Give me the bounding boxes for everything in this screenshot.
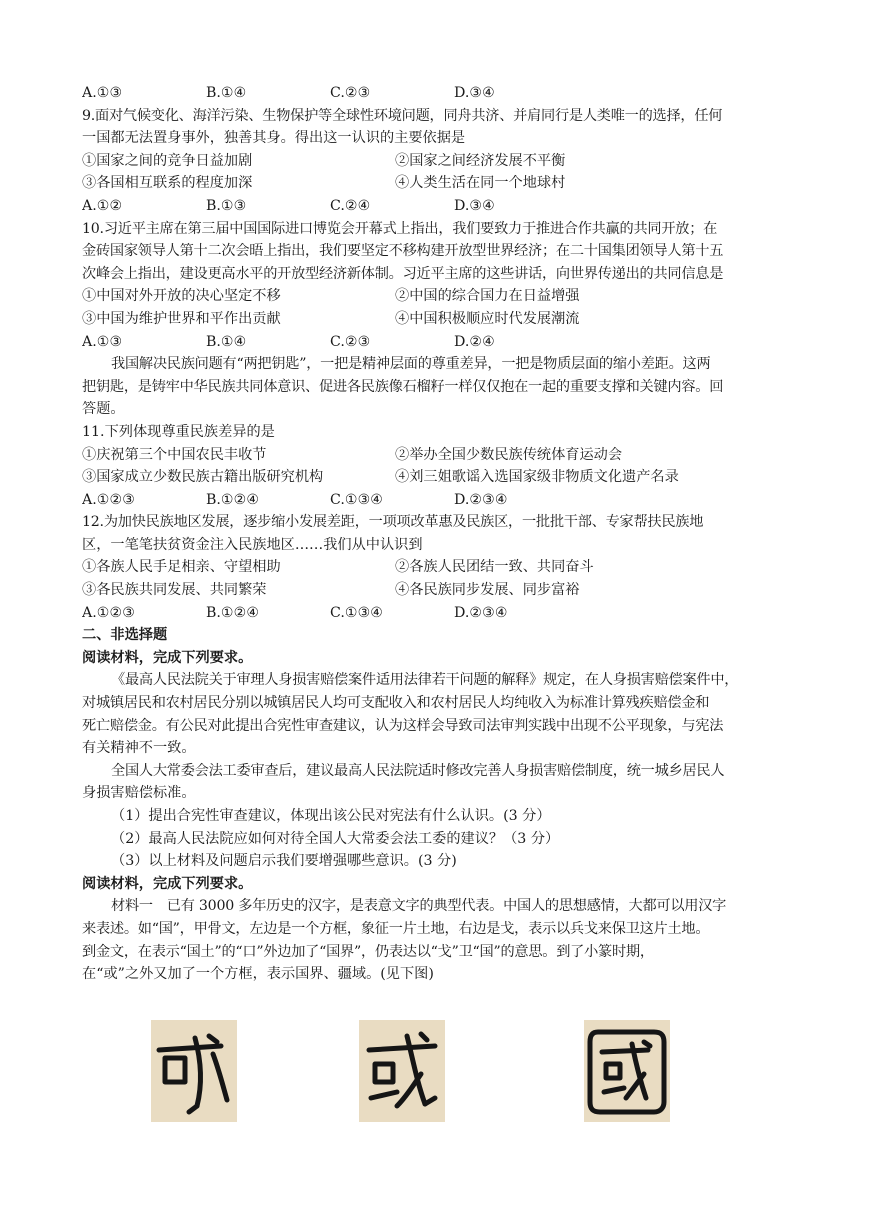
q10-item: ③中国为维护世界和平作出贡献 bbox=[82, 310, 281, 327]
option-b: B.①③ bbox=[206, 197, 247, 214]
q12-item: ③各民族共同发展、共同繁荣 bbox=[82, 582, 267, 599]
read-heading: 阅读材料，完成下列要求。 bbox=[82, 649, 253, 666]
option-a: A.①② bbox=[82, 197, 123, 214]
option-a: A.①③ bbox=[82, 333, 123, 350]
option-d: D.③④ bbox=[454, 85, 495, 101]
option-c: C.②③ bbox=[330, 333, 371, 350]
read-heading: 阅读材料，完成下列要求。 bbox=[82, 875, 253, 892]
q8-options bbox=[82, 82, 792, 105]
q10-item: ②中国的综合国力在日益增强 bbox=[395, 288, 580, 305]
bronze-guo-icon bbox=[359, 1020, 445, 1122]
q10-item: ④中国积极顺应时代发展潮流 bbox=[395, 310, 580, 327]
option-d: D.②③④ bbox=[454, 604, 508, 621]
passage-line: 身损害赔偿标准。 bbox=[82, 785, 196, 802]
exam-page bbox=[82, 82, 792, 986]
q10-items-row bbox=[82, 285, 792, 308]
q10-items-row bbox=[82, 308, 792, 331]
q11-item: ①庆祝第三个中国农民丰收节 bbox=[82, 446, 267, 463]
option-d: D.②④ bbox=[454, 333, 495, 350]
q9-options bbox=[82, 195, 792, 218]
q12-items-row bbox=[82, 556, 792, 579]
q12-item: ②各族人民团结一致、共同奋斗 bbox=[395, 559, 594, 576]
option-b: B.①②④ bbox=[206, 491, 260, 508]
material-line: 在“或”之外又加了一个方框，表示国界、疆域。(见下图) bbox=[82, 966, 434, 983]
option-d: D.③④ bbox=[454, 197, 495, 214]
q9-item: ④人类生活在同一个地球村 bbox=[395, 175, 566, 192]
option-a: A.①②③ bbox=[82, 491, 135, 508]
q10-stem-line: 10.习近平主席在第三届中国国际进口博览会开幕式上指出，我们要致力于推进合作共赢的共同开放；在 bbox=[82, 220, 718, 237]
passage-line: 《最高人民法院关于审理人身损害赔偿案件适用法律若干问题的解释》规定，在人身损害赔偿案件中， bbox=[111, 672, 739, 689]
q12-item: ④各民族同步发展、同步富裕 bbox=[395, 582, 580, 599]
option-c: C.①③④ bbox=[330, 604, 384, 621]
oracle-bone-guo-icon bbox=[151, 1020, 237, 1122]
q10-item: ①中国对外开放的决心坚定不移 bbox=[82, 288, 281, 305]
q10-options bbox=[82, 331, 792, 354]
q11-item: ③国家成立少数民族古籍出版研究机构 bbox=[82, 469, 324, 486]
q12-items-row bbox=[82, 579, 792, 602]
q11-item: ④刘三姐歌谣入选国家级非物质文化遗产名录 bbox=[395, 469, 679, 486]
intro-line: 答题。 bbox=[82, 401, 125, 418]
q11-options bbox=[82, 489, 792, 512]
character-figures bbox=[0, 1020, 869, 1124]
q9-item: ①国家之间的竞争日益加剧 bbox=[82, 152, 253, 169]
passage-line: 对城镇居民和农村居民分别以城镇居民人均可支配收入和农村居民人均纯收入为标准计算残疾赔偿金和 bbox=[82, 695, 710, 712]
sub-question: （1）提出合宪性审查建议，体现出该公民对宪法有什么认识。(3 分） bbox=[111, 808, 551, 824]
option-c: C.②③ bbox=[330, 85, 371, 101]
q9-stem-line: 一国都无法置身事外，独善其身。得出这一认识的主要依据是 bbox=[82, 130, 466, 147]
q11-item: ②举办全国少数民族传统体育运动会 bbox=[395, 446, 623, 463]
passage-line: 死亡赔偿金。有公民对此提出合宪性审查建议，认为这样会导致司法审判实践中出现不公平现象，与宪法 bbox=[82, 717, 724, 734]
material-line: 来表述。如“国”，甲骨文，左边是一个方框，象征一片土地，右边是戈，表示以兵戈来保卫这片土地。 bbox=[82, 920, 710, 937]
intro-line: 把钥匙，是铸牢中华民族共同体意识、促进各民族像石榴籽一样仅仅抱在一起的重要支撑和关键内容。回 bbox=[82, 378, 724, 395]
q9-items-row bbox=[82, 150, 792, 173]
option-b: B.①④ bbox=[206, 333, 247, 350]
q10-stem-line: 次峰会上指出，建设更高水平的开放型经济新体制。习近平主席的这些讲话，向世界传递出的共同信息是 bbox=[82, 265, 724, 282]
option-c: C.①③④ bbox=[330, 491, 384, 508]
q12-options bbox=[82, 602, 792, 625]
option-d: D.②③④ bbox=[454, 491, 508, 508]
passage-line: 有关精神不一致。 bbox=[82, 740, 196, 757]
seal-script-guo-icon bbox=[584, 1020, 670, 1122]
q9-item: ③各国相互联系的程度加深 bbox=[82, 175, 253, 192]
q12-stem-line: 12.为加快民族地区发展，逐步缩小发展差距，一项项改革惠及民族区，一批批干部、专家帮扶民族地 bbox=[82, 514, 704, 531]
q9-item: ②国家之间经济发展不平衡 bbox=[395, 152, 566, 169]
q10-stem-line: 金砖国家领导人第十二次会晤上指出，我们要坚定不移构建开放型世界经济；在二十国集团领导人第十五 bbox=[82, 243, 724, 260]
intro-line: 我国解决民族问题有“两把钥匙”，一把是精神层面的尊重差异，一把是物质层面的缩小差距。这两 bbox=[111, 356, 711, 373]
q12-stem-line: 区，一笔笔扶贫资金注入民族地区……我们从中认识到 bbox=[82, 536, 423, 553]
q11-items-row bbox=[82, 444, 792, 467]
option-b: B.①④ bbox=[206, 85, 247, 101]
option-c: C.②④ bbox=[330, 197, 371, 214]
option-a: A.①②③ bbox=[82, 604, 135, 621]
material-line: 到金文，在表示“国土”的“口”外边加了“国界”，仍表达以“戈”卫“国”的意思。到了小篆时期， bbox=[82, 943, 654, 960]
sub-question: （2）最高人民法院应如何对待全国人大常委会法工委的建议？（3 分） bbox=[111, 830, 560, 847]
q9-stem-line: 9.面对气候变化、海洋污染、生物保护等全球性环境问题，同舟共济、并肩同行是人类唯一的选择，任何 bbox=[82, 107, 723, 124]
sub-question: （3）以上材料及问题启示我们要增强哪些意识。(3 分) bbox=[111, 853, 457, 870]
q9-items-row bbox=[82, 172, 792, 195]
q11-stem: 11.下列体现尊重民族差异的是 bbox=[82, 423, 275, 440]
option-a: A.①③ bbox=[82, 85, 123, 101]
material-line: 材料一 已有 3000 多年历史的汉字，是表意文字的典型代表。中国人的思想感情，大都可以用汉字 bbox=[111, 898, 727, 915]
q12-item: ①各族人民手足相亲、守望相助 bbox=[82, 559, 281, 576]
q11-items-row bbox=[82, 466, 792, 489]
section-title: 二、非选择题 bbox=[82, 627, 168, 644]
option-b: B.①②④ bbox=[206, 604, 260, 621]
passage-line: 全国人大常委会法工委审查后，建议最高人民法院适时修改完善人身损害赔偿制度，统一城乡居民人 bbox=[111, 762, 725, 779]
